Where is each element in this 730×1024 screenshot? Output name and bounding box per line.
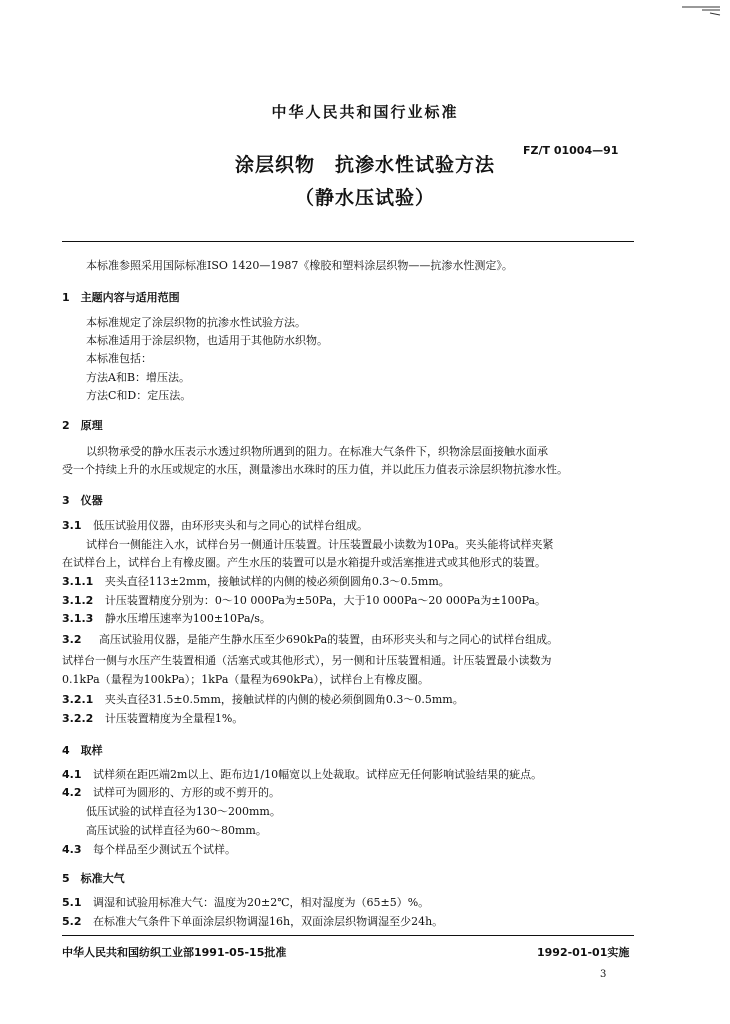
document-title: 涂层织物 抗渗水性试验方法: [234, 154, 495, 176]
section-2-heading: 2 原理: [62, 419, 103, 432]
clause-4-2-line: 高压试验的试样直径为60～80mm。: [86, 824, 267, 837]
footer-divider: [62, 935, 634, 936]
clause-text: 计压装置精度分别为：0～10 000Pa为±50Pa，大于10 000Pa～20 000Pa为±100Pa。: [104, 594, 547, 607]
clause-number: 3.2.2: [62, 712, 94, 725]
clause-3-2-line: 试样台一侧与水压产生装置相通（活塞式或其他形式），另一侧和计压装置相通。计压装置最小读数为: [62, 654, 552, 667]
clause-number: 4.3: [62, 843, 82, 856]
intro-paragraph: 本标准参照采用国际标准ISO 1420—1987《橡胶和塑料涂层织物——抗渗水性测定》。: [86, 259, 513, 272]
page-number: 3: [600, 969, 607, 980]
clause-4-1: [62, 768, 542, 782]
clause-text: 计压装置精度为全量程1%。: [104, 712, 244, 725]
effective-date: 1992-01-01实施: [537, 946, 630, 959]
clause-text: 在标准大气条件下单面涂层织物调湿16h，双面涂层织物调湿至少24h。: [93, 915, 444, 928]
section-5-heading: 5 标准大气: [62, 872, 125, 885]
clause-number: 3.1.1: [62, 575, 94, 588]
section-2-line: 以织物承受的静水压表示水透过织物所遇到的阻力。在标准大气条件下，织物涂层面接触水面承: [86, 445, 548, 458]
clause-text: 夹头直径113±2mm，接触试样的内侧的棱必须倒圆角0.3～0.5mm。: [104, 575, 450, 588]
clause-text: 每个样品至少测试五个试样。: [93, 843, 236, 856]
clause-number: 5.2: [62, 915, 82, 928]
corner-scan-mark: [680, 4, 722, 18]
clause-4-2-line: 低压试验的试样直径为130～200mm。: [86, 805, 281, 818]
section-1-line: 方法C和D：定压法。: [86, 389, 192, 402]
section-4-heading: 4 取样: [62, 744, 103, 757]
section-1-line: 本标准包括：: [86, 352, 152, 365]
document-subtitle: （静水压试验）: [294, 187, 435, 209]
clause-number: 4.2: [62, 786, 82, 799]
standard-number: FZ/T 01004—91: [523, 144, 619, 157]
clause-text: 低压试验用仪器，由环形夹头和与之同心的试样台组成。: [93, 519, 368, 532]
section-1-line: 本标准适用于涂层织物，也适用于其他防水织物。: [86, 334, 328, 347]
clause-3-2-1: [62, 693, 464, 707]
clause-text: 静水压增压速率为100±10Pa/s。: [104, 612, 271, 625]
clause-number: 3.1.3: [62, 612, 94, 625]
section-1-line: 本标准规定了涂层织物的抗渗水性试验方法。: [86, 316, 306, 329]
section-3-heading: 3 仪器: [62, 494, 103, 507]
clause-5-2: [62, 915, 443, 929]
clause-number: 5.1: [62, 896, 82, 909]
clause-text: 调湿和试验用标准大气：温度为20±2℃，相对湿度为（65±5）%。: [93, 896, 430, 909]
clause-4-2: [62, 786, 280, 800]
clause-3-2: [62, 633, 558, 647]
approval-line: 中华人民共和国纺织工业部1991-05-15批准: [62, 946, 287, 959]
clause-5-1: [62, 896, 429, 910]
clause-3-1-2: [62, 594, 546, 608]
clause-text: 高压试验用仪器，是能产生静水压至少690kPa的装置，由环形夹头和与之同心的试样台组成。: [99, 633, 559, 646]
clause-3-1-line: 试样台一侧能注入水，试样台另一侧通计压装置。计压装置最小读数为10Pa。夹头能将试样夹紧: [86, 538, 554, 551]
clause-3-2-line: 0.1kPa（量程为100kPa）；1kPa（量程为690kPa），试样台上有橡皮圈。: [62, 673, 430, 686]
clause-3-1-3: [62, 612, 271, 626]
header-divider: [62, 241, 634, 242]
clause-text: 夹头直径31.5±0.5mm，接触试样的内侧的棱必须倒圆角0.3～0.5mm。: [104, 693, 464, 706]
clause-number: 3.2: [62, 633, 82, 646]
clause-number: 3.1.2: [62, 594, 94, 607]
clause-text: 试样可为圆形的、方形的或不剪开的。: [93, 786, 280, 799]
clause-3-1-1: [62, 575, 450, 589]
clause-3-2-2: [62, 712, 243, 726]
section-2-line: 受一个持续上升的水压或规定的水压，测量渗出水珠时的压力值，并以此压力值表示涂层织物抗渗水性。: [62, 463, 568, 476]
clause-3-1-line: 在试样台上，试样台上有橡皮圈。产生水压的装置可以是水箱提升或活塞推进式或其他形式的装置。: [62, 556, 546, 569]
clause-3-1: [62, 519, 368, 533]
agency-heading: 中华人民共和国行业标准: [271, 103, 459, 121]
clause-number: 3.2.1: [62, 693, 94, 706]
section-1-line: 方法A和B：增压法。: [86, 371, 191, 384]
clause-number: 3.1: [62, 519, 82, 532]
clause-text: 试样须在距匹端2m以上、距布边1/10幅宽以上处裁取。试样应无任何影响试验结果的疵点。: [93, 768, 543, 781]
section-1-heading: 1 主题内容与适用范围: [62, 291, 180, 304]
clause-4-3: [62, 843, 236, 857]
clause-number: 4.1: [62, 768, 82, 781]
